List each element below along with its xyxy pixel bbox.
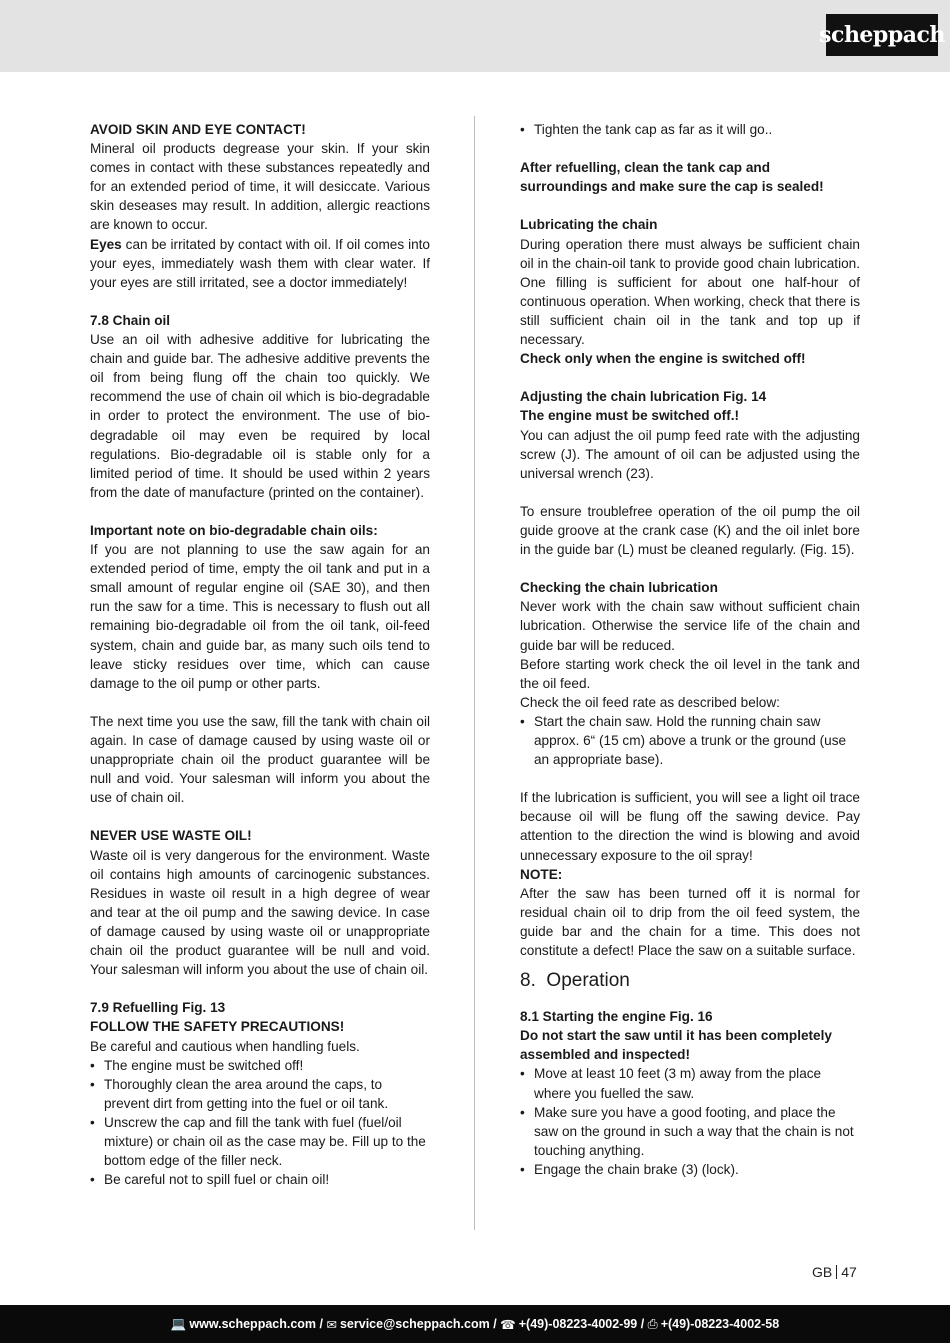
troublefree-paragraph: To ensure troublefree operation of the oil pump the oil guide groove at the crank case (K) and the oil inlet bore in the guide bar (L) must be cleaned regularly. (Fig. 15). bbox=[520, 503, 860, 558]
list-item: • Make sure you have a good footing, and place the saw on the ground in such a way that the chain is not touching anything. bbox=[520, 1103, 860, 1160]
header-band bbox=[0, 0, 950, 72]
section-name: Operation bbox=[546, 970, 630, 992]
engine-off-note: The engine must be switched off.! bbox=[520, 408, 740, 424]
after-refuel-note: After refuelling, clean the tank cap and surroundings and make sure the cap is sealed! bbox=[520, 160, 824, 195]
column-divider bbox=[474, 116, 475, 1230]
left-column bbox=[90, 120, 430, 1189]
footer-mail[interactable]: service@scheppach.com / bbox=[339, 1317, 497, 1331]
eyes-label: Eyes bbox=[90, 236, 122, 252]
list-item: • The engine must be switched off! bbox=[90, 1056, 430, 1075]
skin-eye-heading: AVOID SKIN AND EYE CONTACT! bbox=[90, 122, 306, 137]
phone-icon: ☎ bbox=[500, 1317, 516, 1332]
page-number bbox=[812, 1264, 857, 1280]
footer-fax: +(49)-08223-4002-58 bbox=[660, 1317, 780, 1331]
mail-icon: ✉ bbox=[326, 1317, 337, 1332]
list-item: • Move at least 10 feet (3 m) away from the place where you fuelled the saw. bbox=[520, 1064, 860, 1102]
adjusting-paragraph: You can adjust the oil pump feed rate with the adjusting screw (J). The amount of oil can be adjusted using the universal wrench (23). bbox=[520, 427, 860, 481]
footer-phone: +(49)-08223-4002-99 / bbox=[518, 1317, 645, 1331]
operation-section-title bbox=[520, 969, 860, 993]
safety-precautions-heading: FOLLOW THE SAFETY PRECAUTIONS! bbox=[90, 1019, 345, 1035]
lubricating-heading: Lubricating the chain bbox=[520, 217, 658, 233]
bio-oil-paragraph: If you are not planning to use the saw again for an extended period of time, empty the oil tank and put in a small amount of regular engine oil (SAE 30), and then run the saw for a time. This is necessary to flush out all remaining bio-degradable oil from the oil tank, oil-feed system, chain and guide bar, as many such oils tend to leave sticky residues over time, which can cause damage to the oil pump or other parts. bbox=[90, 542, 430, 691]
checking-paragraph-3: Check the oil feed rate as described below: bbox=[520, 694, 780, 710]
adjusting-heading: Adjusting the chain lubrication Fig. 14 bbox=[520, 389, 767, 405]
footer-bar bbox=[0, 1305, 950, 1343]
chain-oil-heading: 7.8 Chain oil bbox=[90, 312, 171, 328]
eyes-text: can be irritated by contact with oil. If oil comes into your eyes, immediately wash them with clear water. If your eyes are still irritated, see a doctor immediately! bbox=[90, 236, 430, 290]
bio-oil-heading: Important note on bio-degradable chain oils: bbox=[90, 522, 378, 538]
list-item: • Start the chain saw. Hold the running chain saw approx. 6“ (15 cm) above a trunk or the ground (use an appropriate base). bbox=[520, 712, 860, 769]
list-item: • Be careful not to spill fuel or chain oil! bbox=[90, 1170, 430, 1189]
note-label: NOTE: bbox=[520, 866, 563, 882]
list-item: • Engage the chain brake (3) (lock). bbox=[520, 1160, 860, 1179]
lubricating-paragraph: During operation there must always be sufficient chain oil in the chain-oil tank to provide good chain lubrication. One filling is sufficient for about one half-hour of continuous operation. When working, check that there is still sufficient chain oil in the tank and top up if necessary. bbox=[520, 236, 860, 348]
lubrication-sufficient-paragraph: If the lubrication is sufficient, you will see a light oil trace because oil will be flung off the sawing device. Pay attention to the direction the wind is blowing and avoid unnecessary exposure to the oil spray! bbox=[520, 790, 860, 863]
scheppach-logo: scheppach bbox=[826, 14, 938, 56]
check-engine-off-note: Check only when the engine is switched off! bbox=[520, 351, 806, 367]
right-column bbox=[520, 120, 860, 1179]
eyes-paragraph bbox=[90, 235, 430, 292]
waste-oil-heading: NEVER USE WASTE OIL! bbox=[90, 828, 252, 844]
section-number: 8. bbox=[520, 970, 536, 992]
checking-heading: Checking the chain lubrication bbox=[520, 580, 718, 596]
checking-paragraph-2: Before starting work check the oil level in the tank and the oil feed. bbox=[520, 656, 860, 691]
refuelling-list bbox=[90, 1056, 430, 1190]
skin-paragraph: Mineral oil products degrease your skin. If your skin comes in contact with these substances repeatedly and for an extended period of time, it will desiccate. Various skin deseases may result. In addition, allergic reactions are known to occur. bbox=[90, 141, 430, 233]
tighten-list bbox=[520, 120, 860, 139]
starting-engine-heading: 8.1 Starting the engine Fig. 16 bbox=[520, 1009, 713, 1025]
check-list bbox=[520, 712, 860, 769]
computer-icon: 💻 bbox=[170, 1316, 187, 1331]
next-time-paragraph: The next time you use the saw, fill the tank with chain oil again. In case of damage caused by using waste oil or unappropriate chain oil the product guarantee will be null and void. Your salesman will inform you about the use of chain oil. bbox=[90, 713, 430, 806]
page-lang: GB bbox=[812, 1264, 833, 1280]
fax-icon: ⎙ bbox=[647, 1316, 658, 1331]
note-paragraph: After the saw has been turned off it is normal for residual chain oil to drip from the oil feed system, the guide bar and the chain for a time. This does not constitute a defect! Place the saw on a suitable surface. bbox=[520, 885, 860, 959]
list-item: • Tighten the tank cap as far as it will go.. bbox=[520, 120, 860, 139]
refuelling-heading: 7.9 Refuelling Fig. 13 bbox=[90, 1000, 226, 1016]
page-num: 47 bbox=[841, 1264, 857, 1280]
checking-paragraph-1: Never work with the chain saw without sufficient chain lubrication. Otherwise the service life of the chain and guide bar will be reduced. bbox=[520, 599, 860, 653]
starting-list bbox=[520, 1064, 860, 1179]
chain-oil-paragraph: Use an oil with adhesive additive for lubricating the chain and guide bar. The adhesive additive prevents the oil from being flung off the chain too quickly. We recommend the use of chain oil which is bio-degradable in order to protect the environment. The use of bio-degradable oil may even be required by local regulations. Bio-degradable oil is stable only for a limited period of time. It should be used within 2 years from the date of manufacture (printed on the container). bbox=[90, 332, 430, 500]
starting-warning: Do not start the saw until it has been completely assembled and inspected! bbox=[520, 1028, 832, 1063]
waste-oil-paragraph: Waste oil is very dangerous for the environment. Waste oil contains high amounts of carcinogenic substances. Residues in waste oil result in a high degree of wear and tear at the oil pump and the sawing device. In case of damage caused by using waste oil or unappropriate chain oil the product guarantee will be null and void. Your salesman will inform you about the use of chain oil. bbox=[90, 847, 430, 978]
list-item: • Thoroughly clean the area around the caps, to prevent dirt from getting into the fuel or oil tank. bbox=[90, 1075, 430, 1113]
refuelling-intro: Be careful and cautious when handling fuels. bbox=[90, 1038, 360, 1054]
footer-web[interactable]: www.scheppach.com / bbox=[189, 1317, 323, 1331]
list-item: • Unscrew the cap and fill the tank with fuel (fuel/oil mixture) or chain oil as the case may be. Fill up to the bottom edge of the filler neck. bbox=[90, 1113, 430, 1170]
